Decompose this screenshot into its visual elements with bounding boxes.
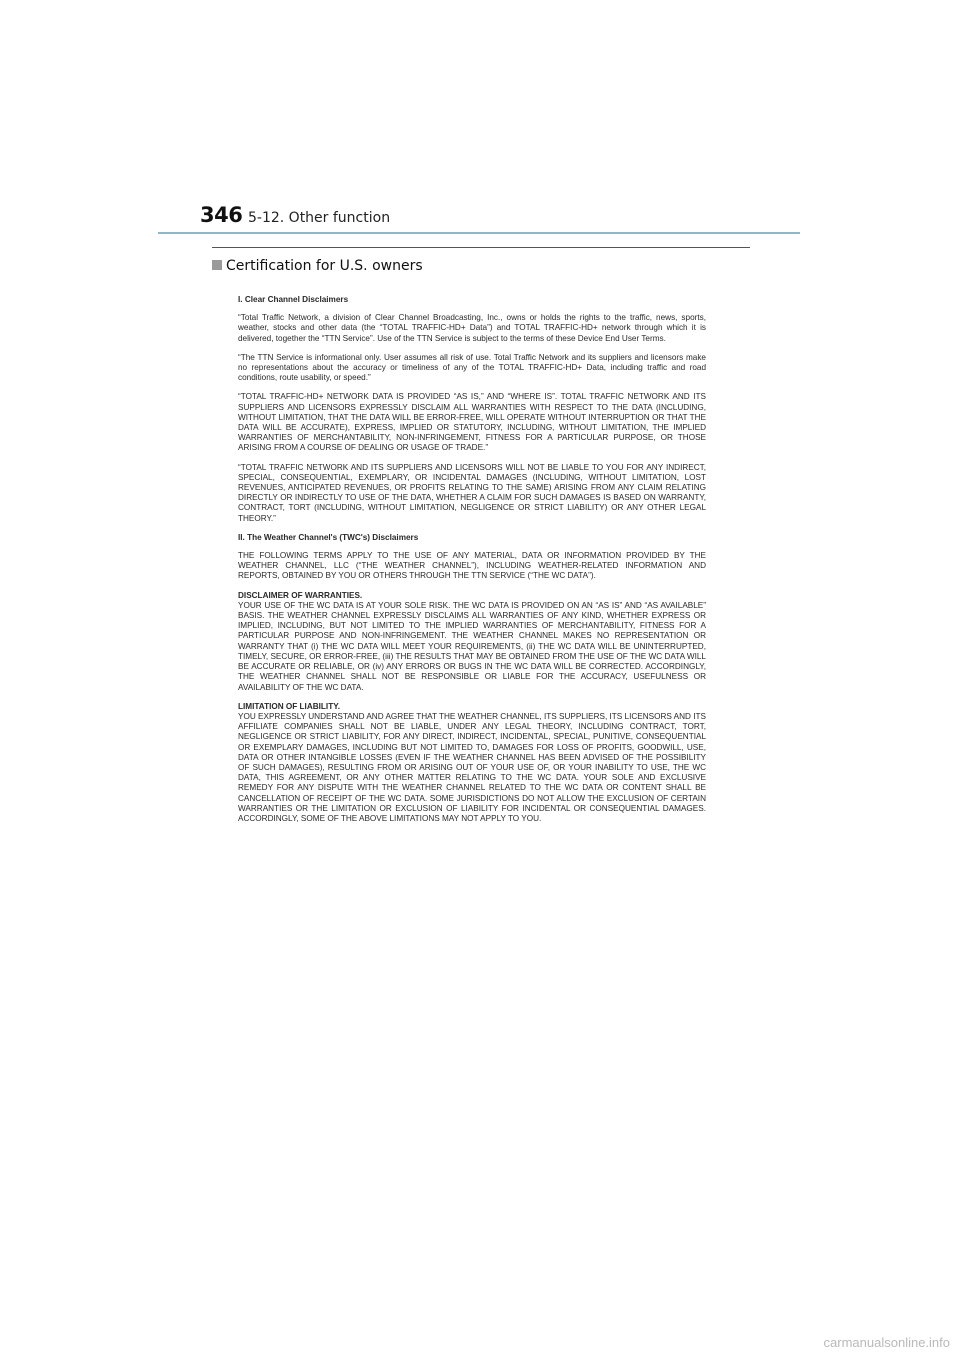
clear-channel-heading: I. Clear Channel Disclaimers bbox=[238, 295, 349, 304]
subheading bbox=[212, 258, 423, 274]
paragraph: “Total Traffic Network, a division of Clear Channel Broadcasting, Inc., owns or holds the rights to the traffic, news, sports, weather, stocks and other data (the “TOTAL TRAFFIC-HD+ Data”) and TOTAL TRAFFIC-HD+ network through which it is delivered, together the “TTN Service”. Use of the TTN Service is subject to the terms of these Device End User Terms. bbox=[238, 313, 706, 343]
weather-channel-heading: II. The Weather Channel's (TWC's) Disclaimers bbox=[238, 532, 419, 542]
paragraph: THE FOLLOWING TERMS APPLY TO THE USE OF ANY MATERIAL, DATA OR INFORMATION PROVIDED BY THE WEATHER CHANNEL, LLC (“THE WEATHER CHANNEL”), INCLUDING WEATHER-RELATED INFORMATION AND REPORTS, OBTAINED BY YOU OR OTHERS THROUGH THE TTN SERVICE (“THE WC DATA”). bbox=[238, 551, 706, 581]
square-bullet-icon bbox=[212, 260, 222, 270]
header-rule bbox=[158, 232, 800, 234]
liability-heading: LIMITATION OF LIABILITY. bbox=[238, 701, 341, 711]
subheading-text: Certification for U.S. owners bbox=[226, 258, 423, 274]
section-title: 5-12. Other function bbox=[248, 210, 391, 226]
warranties-heading: DISCLAIMER OF WARRANTIES. bbox=[238, 590, 363, 600]
paragraph: “TOTAL TRAFFIC NETWORK AND ITS SUPPLIERS AND LICENSORS WILL NOT BE LIABLE TO YOU FOR ANY INDIRECT, SPECIAL, CONSEQUENTIAL, EXEMPLARY, OR INCIDENTAL DAMAGES (INCLUDING, WITHOUT LIMITATION, LOST REVENUES, ANTICIPATED REVENUES, OR PROFITS RELATING TO THE SAME) ARISING FROM ANY CLAIM RELATING DIRECTLY OR INDIRECTLY TO USE OF THE DATA, WHETHER A CLAIM FOR SUCH DAMAGES IS BASED ON WARRANTY, CONTRACT, TORT (INCLUDING, WITHOUT LIMITATION, NEGLIGENCE OR STRICT LIABILITY) OR ANY OTHER LEGAL THEORY.” bbox=[238, 462, 706, 523]
paragraph: “TOTAL TRAFFIC-HD+ NETWORK DATA IS PROVIDED “AS IS,” AND “WHERE IS”. TOTAL TRAFFIC NETWORK AND ITS SUPPLIERS AND LICENSORS EXPRESSLY DISCLAIM ALL WARRANTIES WITH RESPECT TO THE DATA (INCLUDING, WITHOUT LIMITATION, THAT THE DATA WILL BE ERROR-FREE, WILL OPERATE WITHOUT INTERRUPTION OR THAT THE DATA WILL BE ACCURATE), EXPRESS, IMPLIED OR STATUTORY, INCLUDING, WITHOUT LIMITATION, THE IMPLIED WARRANTIES OF MERCHANTABILITY, NON-INFRINGEMENT, FITNESS FOR A PARTICULAR PURPOSE, OR THOSE ARISING FROM A COURSE OF DEALING OR USAGE OF TRADE.” bbox=[238, 392, 706, 453]
watermark: carmanualsonline.info bbox=[823, 1335, 950, 1350]
disclaimer-body bbox=[238, 295, 706, 833]
paragraph: “The TTN Service is informational only. User assumes all risk of use. Total Traffic Network and its suppliers and licensors make no representations about the accuracy or timeliness of any of the TOTAL TRAFFIC-HD+ Data, including traffic and road conditions, route usability, or speed.” bbox=[238, 352, 706, 383]
subheading-rule bbox=[212, 247, 750, 248]
page-number: 346 bbox=[200, 203, 243, 227]
paragraph: YOUR USE OF THE WC DATA IS AT YOUR SOLE RISK. THE WC DATA IS PROVIDED ON AN “AS IS” AND “AS AVAILABLE” BASIS. THE WEATHER CHANNEL EXPRESSLY DISCLAIMS ALL WARRANTIES OF ANY KIND, WHETHER EXPRESS OR IMPLIED, INCLUDING, BUT NOT LIMITED TO THE IMPLIED WARRANTIES OF MERCHANTABILITY, FITNESS FOR A PARTICULAR PURPOSE AND NON-INFRINGEMENT. THE WEATHER CHANNEL MAKES NO REPRESENTATION OR WARRANTY THAT (i) THE WC DATA WILL MEET YOUR REQUIREMENTS, (ii) THE WC DATA WILL BE UNINTERRUPTED, TIMELY, SECURE, OR ERROR-FREE, (iii) THE RESULTS THAT MAY BE OBTAINED FROM THE USE OF THE WC DATA WILL BE ACCURATE OR RELIABLE, OR (iv) ANY ERRORS OR BUGS IN THE WC DATA WILL BE CORRECTED. ACCORDINGLY, THE WEATHER CHANNEL SHALL NOT BE RESPONSIBLE OR LIABLE FOR THE ACCURACY, USEFULNESS OR AVAILABILITY OF THE WC DATA. bbox=[238, 600, 706, 692]
paragraph: YOU EXPRESSLY UNDERSTAND AND AGREE THAT THE WEATHER CHANNEL, ITS SUPPLIERS, ITS LICENSORS AND ITS AFFILIATE COMPANIES SHALL NOT BE LIABLE, UNDER ANY LEGAL THEORY, INCLUDING CONTRACT, TORT, NEGLIGENCE OR STRICT LIABILITY, FOR ANY DIRECT, INDIRECT, INCIDENTAL, SPECIAL, PUNITIVE, CONSEQUENTIAL OR EXEMPLARY DAMAGES, INCLUDING BUT NOT LIMITED TO, DAMAGES FOR LOSS OF PROFITS, GOODWILL, USE, DATA OR OTHER INTANGIBLE LOSSES (EVEN IF THE WEATHER CHANNEL HAS BEEN ADVISED OF THE POSSIBILITY OF SUCH DAMAGES), RESULTING FROM OR ARISING OUT OF YOUR USE OF, OR YOUR INABILITY TO USE, THE WC DATA, THIS AGREEMENT, OR ANY OTHER MATTER RELATING TO THE WC DATA. YOUR SOLE AND EXCLUSIVE REMEDY FOR ANY DISPUTE WITH THE WEATHER CHANNEL RELATED TO THE WC DATA OR CONTENT SHALL BE CANCELLATION OF RECEIPT OF THE WC DATA. SOME JURISDICTIONS DO NOT ALLOW THE EXCLUSION OF CERTAIN WARRANTIES OR THE LIMITATION OR EXCLUSION OF LIABILITY FOR INCIDENTAL OR CONSEQUENTIAL DAMAGES. ACCORDINGLY, SOME OF THE ABOVE LIMITATIONS MAY NOT APPLY TO YOU. bbox=[238, 711, 706, 823]
